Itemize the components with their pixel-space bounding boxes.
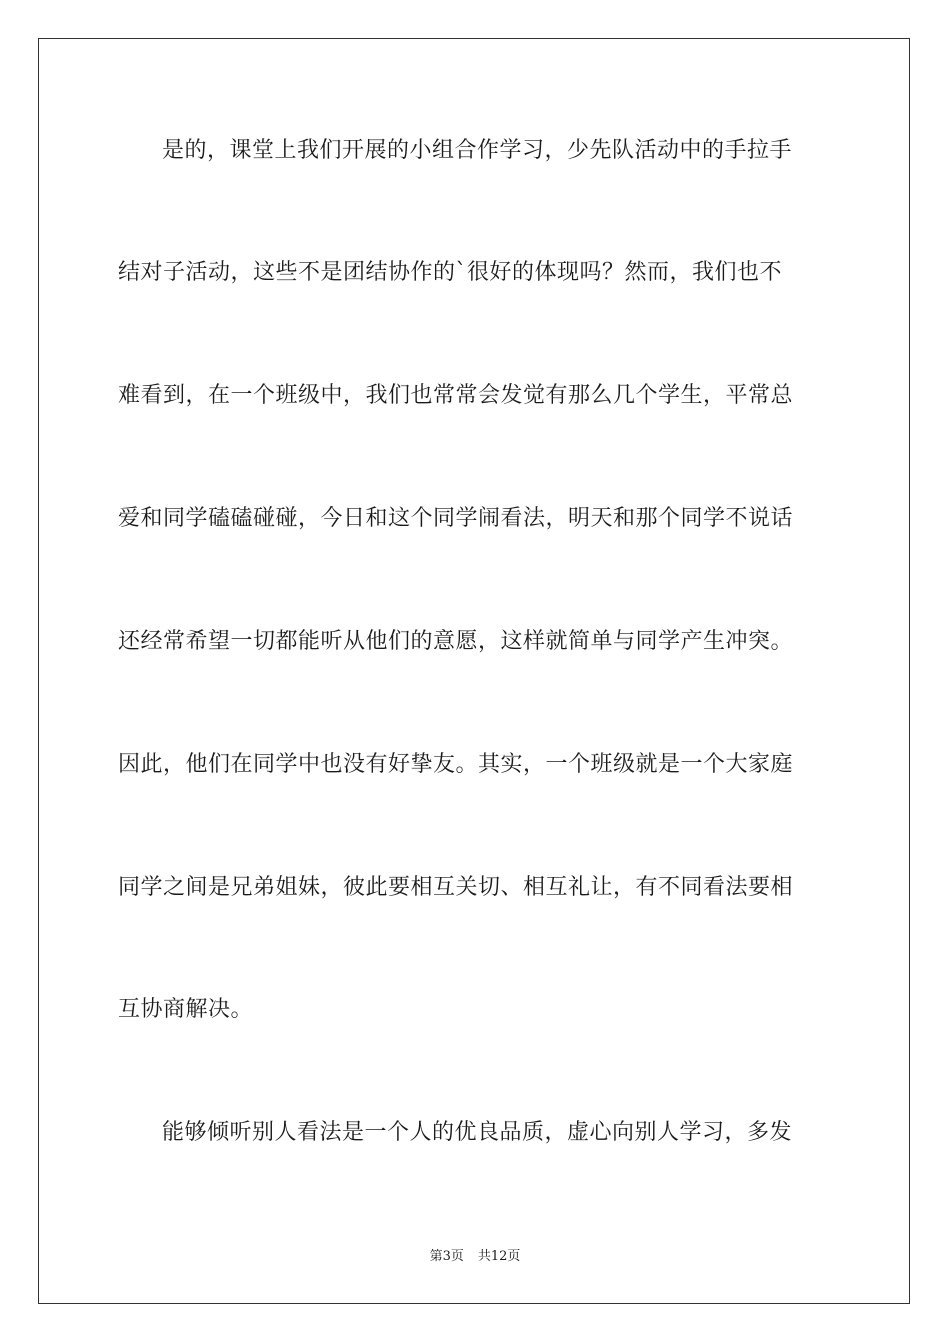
page-number: 第3页 — [429, 1249, 464, 1264]
paragraph-1-line-3: 难看到，在一个班级中，我们也常常会发觉有那么几个学生，平常总 — [118, 383, 794, 408]
paragraph-1-line-1: 是的，课堂上我们开展的小组合作学习，少先队活动中的手拉手 — [162, 138, 793, 163]
page-total: 共12页 — [477, 1249, 521, 1264]
paragraph-2-line-1: 能够倾听别人看法是一个人的优良品质，虚心向别人学习，多发 — [162, 1120, 793, 1145]
page-border — [38, 38, 910, 1304]
paragraph-1-line-2: 结对子活动，这些不是团结协作的`很好的体现吗？然而，我们也不 — [118, 260, 783, 285]
paragraph-1-line-8: 互协商解决。 — [118, 997, 254, 1022]
paragraph-1-line-6: 因此，他们在同学中也没有好挚友。其实，一个班级就是一个大家庭 — [118, 752, 794, 777]
paragraph-1-line-5: 还经常希望一切都能听从他们的意愿，这样就简单与同学产生冲突。 — [118, 629, 794, 654]
paragraph-1-line-7: 同学之间是兄弟姐妹，彼此要相互关切、相互礼让，有不同看法要相 — [118, 875, 794, 900]
paragraph-1-line-4: 爱和同学磕磕碰碰，今日和这个同学闹看法，明天和那个同学不说话 — [118, 506, 794, 531]
page-footer — [0, 1248, 950, 1266]
